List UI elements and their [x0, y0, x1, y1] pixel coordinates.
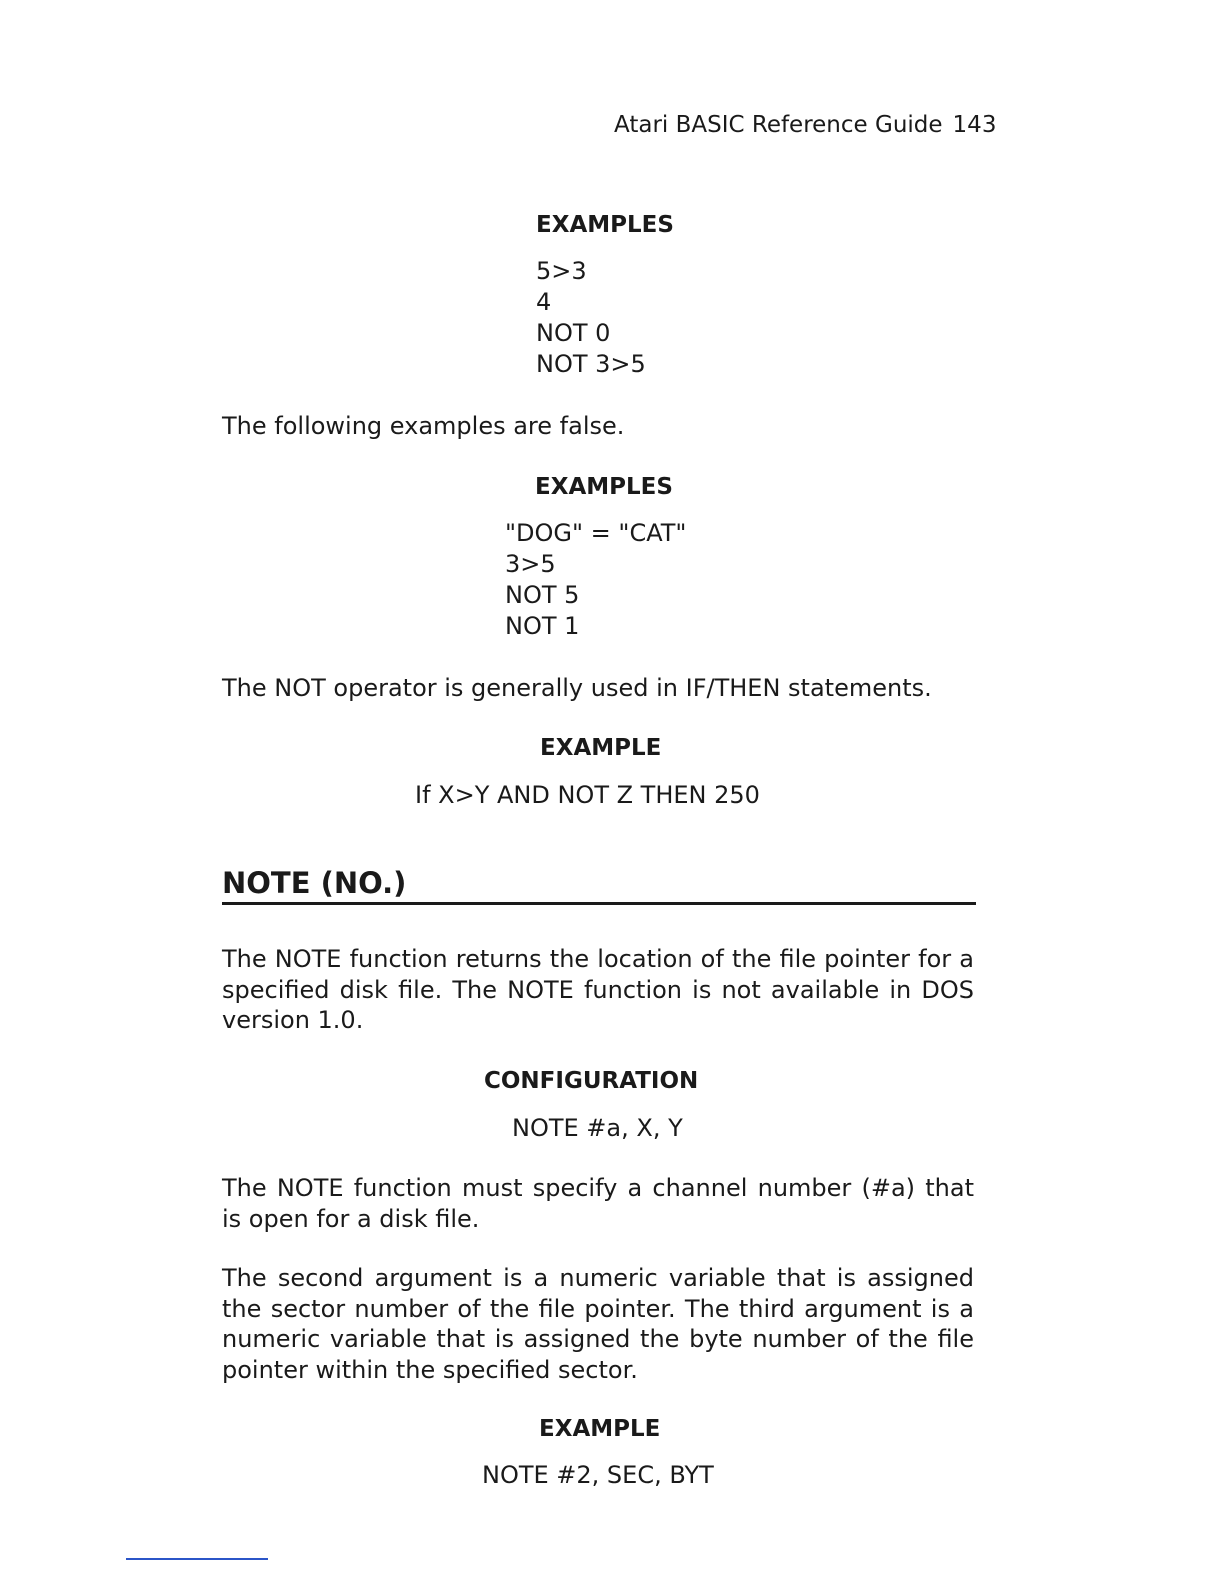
code-line: NOT 0: [536, 319, 611, 347]
code-line: 3>5: [505, 550, 556, 578]
not-example-heading: EXAMPLE: [540, 735, 662, 761]
footnote-divider: [126, 1558, 268, 1560]
section-divider: [222, 902, 976, 905]
code-line: NOT 1: [505, 612, 580, 640]
false-examples-code: [505, 518, 686, 642]
channel-paragraph: The NOTE function must specify a channel number (#a) that is open for a disk file.: [222, 1174, 974, 1233]
code-line: 4: [536, 288, 552, 316]
code-line: NOT 3>5: [536, 350, 646, 378]
header-title: Atari BASIC Reference Guide: [614, 112, 943, 138]
code-line: NOT 5: [505, 581, 580, 609]
page-number: 143: [952, 112, 997, 138]
note-example-heading: EXAMPLE: [539, 1416, 661, 1442]
configuration-code: NOTE #a, X, Y: [512, 1114, 683, 1142]
running-header: [614, 112, 996, 138]
note-intro-paragraph: The NOTE function returns the location of the file pointer for a specified disk file. The NOTE function is not available in DOS version 1.0.: [222, 945, 974, 1034]
section-title: NOTE (NO.): [222, 866, 407, 900]
not-usage-paragraph: The NOT operator is generally used in IF/THEN statements.: [222, 674, 932, 702]
not-example-code: If X>Y AND NOT Z THEN 250: [415, 781, 760, 809]
false-intro-paragraph: The following examples are false.: [222, 412, 625, 440]
true-examples-heading: EXAMPLES: [536, 212, 674, 238]
arguments-paragraph: The second argument is a numeric variable that is assigned the sector number of the file pointer. The third argument is a numeric variable that is assigned the byte number of the file pointer within the specified sector.: [222, 1264, 974, 1384]
note-example-code: NOTE #2, SEC, BYT: [482, 1461, 714, 1489]
false-examples-heading: EXAMPLES: [535, 474, 673, 500]
configuration-heading: CONFIGURATION: [484, 1068, 699, 1094]
code-line: "DOG" = "CAT": [505, 519, 687, 547]
true-examples-code: [536, 256, 646, 380]
code-line: 5>3: [536, 257, 587, 285]
